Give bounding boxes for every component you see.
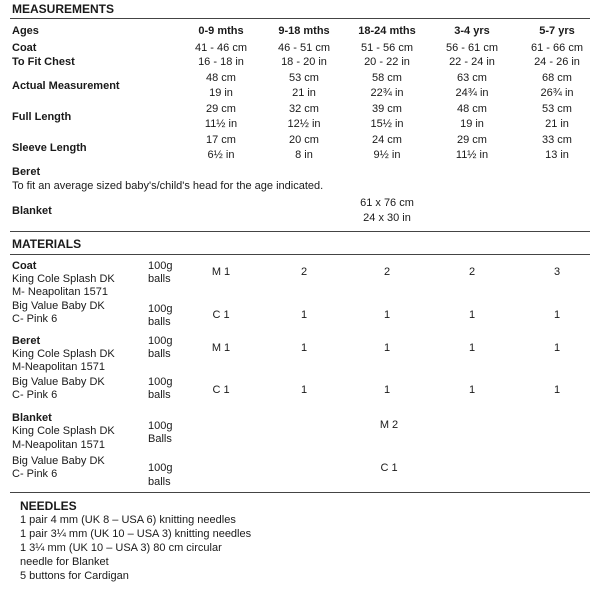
coat-main-qty: 2 — [300, 266, 308, 278]
sleeve-cm-0: 17 cm — [206, 134, 236, 146]
beret-weight2: 100g — [148, 376, 173, 388]
coat-size-4: 61 - 66 cm — [531, 42, 583, 54]
beret-contrast-qty: 1 — [468, 384, 476, 396]
needles-heading: NEEDLES — [20, 499, 77, 513]
length-in-3: 19 in — [460, 118, 484, 130]
beret-yarn2-colour: C- Pink 6 — [12, 389, 58, 401]
age-1: 9-18 mths — [278, 25, 330, 37]
length-cm-1: 32 cm — [289, 103, 319, 115]
length-in-2: 15½ in — [370, 118, 404, 130]
coat-yarn2-colour: C- Pink 6 — [12, 313, 58, 325]
sleeve-in-0: 6½ in — [207, 149, 235, 161]
beret-fit-text: To fit an average sized baby's/child's head for the age indicated. — [12, 180, 324, 192]
blanket-main-qty: M 2 — [379, 419, 399, 431]
blanket-weight2: 100g — [148, 462, 173, 474]
beret-contrast-qty: 1 — [300, 384, 308, 396]
blanket-yarn1-name: King Cole Splash DK — [12, 425, 115, 437]
length-cm-4: 53 cm — [542, 103, 572, 115]
actual-cm-2: 58 cm — [372, 72, 402, 84]
coat-materials-title: Coat — [12, 260, 37, 272]
actual-cm-0: 48 cm — [206, 72, 236, 84]
length-in-0: 11½ in — [204, 118, 238, 130]
sleeve-cm-2: 24 cm — [372, 134, 402, 146]
blanket-yarn2-name: Big Value Baby DK — [12, 455, 105, 467]
blanket-contrast-qty: C 1 — [380, 462, 398, 474]
sleeve-label: Sleeve Length — [12, 142, 87, 154]
coat-size-0: 41 - 46 cm — [195, 42, 247, 54]
length-label: Full Length — [12, 111, 72, 123]
chest-size-2: 20 - 22 in — [364, 56, 410, 68]
coat-unit1: balls — [148, 273, 171, 285]
beret-contrast-qty: 1 — [553, 384, 561, 396]
blanket-cm: 61 x 76 cm — [360, 197, 414, 209]
actual-label: Actual Measurement — [12, 80, 120, 92]
sleeve-in-4: 13 in — [545, 149, 569, 161]
coat-weight2: 100g — [148, 303, 173, 315]
chest-label: To Fit Chest — [12, 56, 75, 68]
blanket-materials-title: Blanket — [12, 412, 52, 424]
actual-cm-4: 68 cm — [542, 72, 572, 84]
coat-yarn1-colour: M- Neapolitan 1571 — [12, 286, 109, 298]
divider — [10, 492, 590, 493]
length-cm-2: 39 cm — [372, 103, 402, 115]
beret-unit1: balls — [148, 348, 171, 360]
beret-label: Beret — [12, 166, 41, 178]
length-in-1: 12½ in — [287, 118, 321, 130]
sleeve-in-3: 11½ in — [455, 149, 489, 161]
divider — [10, 254, 590, 255]
coat-label: Coat — [12, 42, 37, 54]
coat-size-2: 51 - 56 cm — [361, 42, 413, 54]
actual-in-2: 22¾ in — [370, 87, 404, 99]
beret-main-qty: 1 — [383, 342, 391, 354]
beret-contrast-qty: 1 — [383, 384, 391, 396]
coat-yarn1-name: King Cole Splash DK — [12, 273, 115, 285]
actual-in-1: 21 in — [292, 87, 316, 99]
coat-main-qty: 2 — [383, 266, 391, 278]
coat-contrast-qty: 1 — [468, 309, 476, 321]
blanket-unit2: balls — [148, 476, 171, 488]
sleeve-cm-3: 29 cm — [457, 134, 487, 146]
needles-line: 1 3¼ mm (UK 10 – USA 3) 80 cm circular — [20, 542, 222, 554]
coat-contrast-qty: 1 — [553, 309, 561, 321]
actual-in-0: 19 in — [209, 87, 233, 99]
actual-cm-3: 63 cm — [457, 72, 487, 84]
beret-main-qty: 1 — [300, 342, 308, 354]
coat-main-qty: 3 — [553, 266, 561, 278]
coat-contrast-qty: C 1 — [212, 309, 230, 321]
sleeve-cm-4: 33 cm — [542, 134, 572, 146]
materials-heading: MATERIALS — [12, 237, 82, 251]
blanket-in: 24 x 30 in — [363, 212, 411, 224]
beret-yarn1-colour: M-Neapolitan 1571 — [12, 361, 105, 373]
blanket-yarn1-colour: M-Neapolitan 1571 — [12, 439, 105, 451]
blanket-label: Blanket — [12, 205, 52, 217]
needles-line: needle for Blanket — [20, 556, 109, 568]
coat-contrast-qty: 1 — [300, 309, 308, 321]
chest-size-3: 22 - 24 in — [449, 56, 495, 68]
chest-size-4: 24 - 26 in — [534, 56, 580, 68]
beret-unit2: balls — [148, 389, 171, 401]
needles-line: 1 pair 3¼ mm (UK 10 – USA 3) knitting needles — [20, 528, 252, 540]
divider — [10, 18, 590, 19]
blanket-unit1: Balls — [148, 433, 172, 445]
blanket-yarn2-colour: C- Pink 6 — [12, 468, 58, 480]
ages-label: Ages — [12, 25, 39, 37]
beret-main-qty: 1 — [468, 342, 476, 354]
beret-yarn1-name: King Cole Splash DK — [12, 348, 115, 360]
age-4: 5-7 yrs — [539, 25, 575, 37]
coat-main-qty: M 1 — [211, 266, 231, 278]
length-in-4: 21 in — [545, 118, 569, 130]
sleeve-in-2: 9½ in — [373, 149, 401, 161]
age-0: 0-9 mths — [198, 25, 244, 37]
beret-yarn2-name: Big Value Baby DK — [12, 376, 105, 388]
age-3: 3-4 yrs — [454, 25, 490, 37]
coat-yarn2-name: Big Value Baby DK — [12, 300, 105, 312]
actual-cm-1: 53 cm — [289, 72, 319, 84]
blanket-weight1: 100g — [148, 420, 173, 432]
coat-contrast-qty: 1 — [383, 309, 391, 321]
measurements-heading: MEASUREMENTS — [12, 2, 115, 16]
actual-in-3: 24¾ in — [455, 87, 489, 99]
beret-main-qty: M 1 — [211, 342, 231, 354]
coat-main-qty: 2 — [468, 266, 476, 278]
needles-line: 1 pair 4 mm (UK 8 – USA 6) knitting needles — [20, 514, 236, 526]
coat-size-3: 56 - 61 cm — [446, 42, 498, 54]
beret-materials-title: Beret — [12, 335, 41, 347]
chest-size-0: 16 - 18 in — [198, 56, 244, 68]
length-cm-0: 29 cm — [206, 103, 236, 115]
divider — [10, 231, 590, 232]
coat-size-1: 46 - 51 cm — [278, 42, 330, 54]
beret-weight1: 100g — [148, 335, 173, 347]
age-2: 18-24 mths — [358, 25, 416, 37]
sleeve-cm-1: 20 cm — [289, 134, 319, 146]
length-cm-3: 48 cm — [457, 103, 487, 115]
beret-contrast-qty: C 1 — [212, 384, 230, 396]
beret-main-qty: 1 — [553, 342, 561, 354]
sleeve-in-1: 8 in — [295, 149, 313, 161]
chest-size-1: 18 - 20 in — [281, 56, 327, 68]
actual-in-4: 26¾ in — [540, 87, 574, 99]
coat-unit2: balls — [148, 316, 171, 328]
needles-line: 5 buttons for Cardigan — [20, 570, 129, 582]
coat-weight1: 100g — [148, 260, 173, 272]
